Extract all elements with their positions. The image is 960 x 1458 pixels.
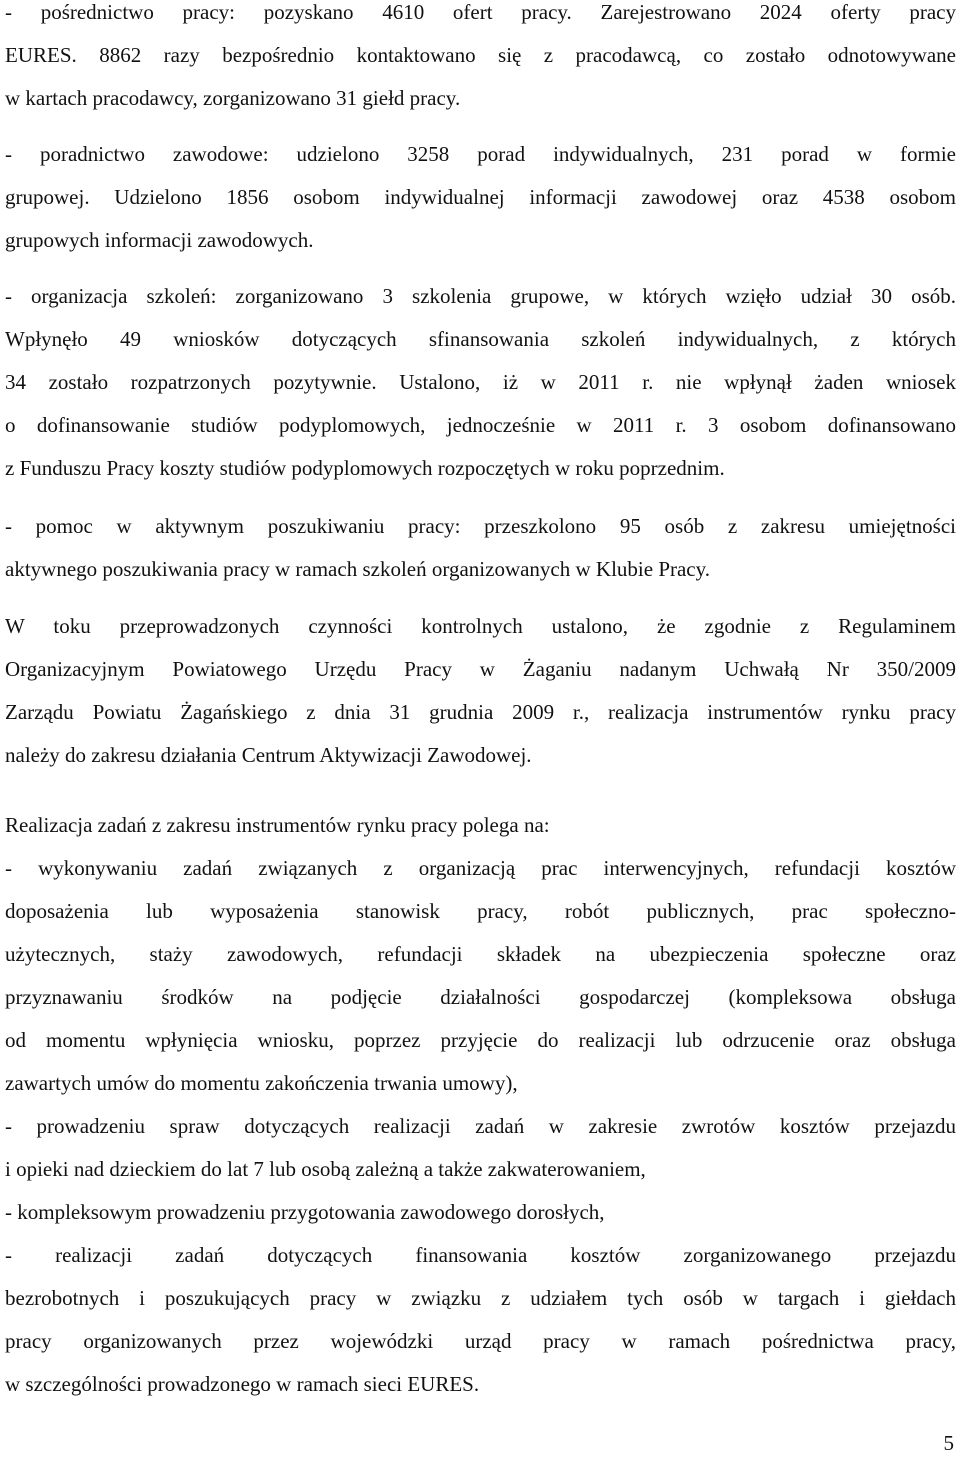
text-line: - pośrednictwo pracy: pozyskano 4610 ofert pracy. Zarejestrowano 2024 oferty pracy (5, 0, 956, 24)
text-line: Wpłynęło 49 wniosków dotyczących sfinansowania szkoleń indywidualnych, z których (5, 327, 956, 351)
text-line: - prowadzeniu spraw dotyczących realizacji zadań w zakresie zwrotów kosztów przejazdu (5, 1114, 956, 1138)
text-line: o dofinansowanie studiów podyplomowych, jednocześnie w 2011 r. 3 osobom dofinansowano (5, 413, 956, 437)
text-line: - organizacja szkoleń: zorganizowano 3 szkolenia grupowe, w których wzięło udział 30 osób. (5, 284, 956, 308)
text-line: grupowych informacji zawodowych. (5, 228, 314, 252)
text-line: Realizacja zadań z zakresu instrumentów rynku pracy polega na: (5, 813, 550, 837)
text-line: i opieki nad dzieckiem do lat 7 lub osobą zależną a także zakwaterowaniem, (5, 1157, 646, 1181)
text-line: 34 zostało rozpatrzonych pozytywnie. Ustalono, iż w 2011 r. nie wpłynął żaden wniosek (5, 370, 956, 394)
text-line: - pomoc w aktywnym poszukiwaniu pracy: przeszkolono 95 osób z zakresu umiejętności (5, 514, 956, 538)
text-line: - realizacji zadań dotyczących finansowania kosztów zorganizowanego przejazdu (5, 1243, 956, 1267)
text-line: pracy organizowanych przez wojewódzki urząd pracy w ramach pośrednictwa pracy, (5, 1329, 956, 1353)
text-line: z Funduszu Pracy koszty studiów podyplomowych rozpoczętych w roku poprzednim. (5, 456, 725, 480)
text-line: przyznawaniu środków na podjęcie działalności gospodarczej (kompleksowa obsługa (5, 985, 956, 1009)
text-line: w szczególności prowadzonego w ramach sieci EURES. (5, 1372, 480, 1396)
text-line: - wykonywaniu zadań związanych z organizacją prac interwencyjnych, refundacji kosztów (5, 856, 956, 880)
page-number: 5 (943, 1431, 954, 1455)
text-line: Zarządu Powiatu Żagańskiego z dnia 31 grudnia 2009 r., realizacja instrumentów rynku pracy (5, 700, 956, 724)
text-line: Organizacyjnym Powiatowego Urzędu Pracy w Żaganiu nadanym Uchwałą Nr 350/2009 (5, 657, 956, 681)
text-line: zawartych umów do momentu zakończenia trwania umowy), (5, 1071, 518, 1095)
text-line: W toku przeprowadzonych czynności kontrolnych ustalono, że zgodnie z Regulaminem (5, 614, 956, 638)
text-line: doposażenia lub wyposażenia stanowisk pracy, robót publicznych, prac społeczno- (5, 899, 956, 923)
text-line: - kompleksowym prowadzeniu przygotowania zawodowego dorosłych, (5, 1200, 605, 1224)
text-line: aktywnego poszukiwania pracy w ramach szkoleń organizowanych w Klubie Pracy. (5, 557, 711, 581)
text-line: - poradnictwo zawodowe: udzielono 3258 porad indywidualnych, 231 porad w formie (5, 142, 956, 166)
text-line: bezrobotnych i poszukujących pracy w związku z udziałem tych osób w targach i giełdach (5, 1286, 956, 1310)
text-line: grupowej. Udzielono 1856 osobom indywidualnej informacji zawodowej oraz 4538 osobom (5, 185, 956, 209)
text-line: od momentu wpłynięcia wniosku, poprzez przyjęcie do realizacji lub odrzucenie oraz obsługa (5, 1028, 956, 1052)
text-line: użytecznych, staży zawodowych, refundacji składek na ubezpieczenia społeczne oraz (5, 942, 956, 966)
text-line: w kartach pracodawcy, zorganizowano 31 giełd pracy. (5, 86, 461, 110)
text-line: EURES. 8862 razy bezpośrednio kontaktowano się z pracodawcą, co zostało odnotowywane (5, 43, 956, 67)
text-line: należy do zakresu działania Centrum Aktywizacji Zawodowej. (5, 743, 532, 767)
